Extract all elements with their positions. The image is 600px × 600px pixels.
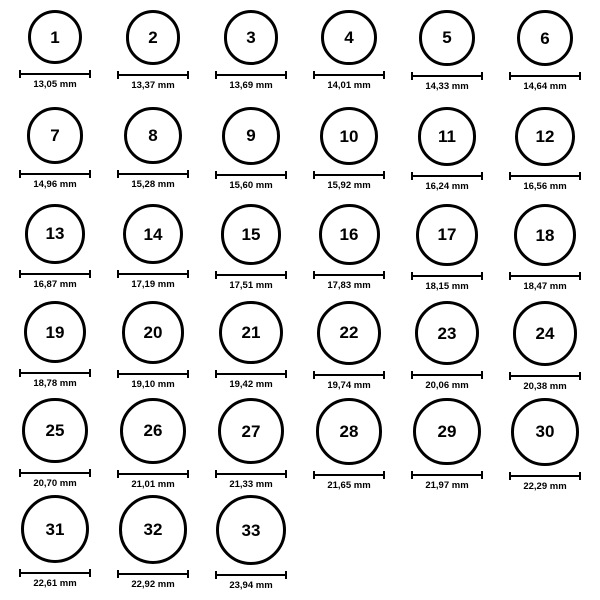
diameter-label: 13,05 mm — [33, 79, 77, 90]
diameter-label: 18,47 mm — [523, 281, 567, 292]
measure-tick-right — [481, 471, 483, 479]
ring-circle — [222, 107, 280, 165]
measure-line — [215, 74, 287, 76]
measure-line — [313, 274, 385, 276]
ring-circle — [513, 301, 578, 366]
measure-line — [215, 473, 287, 475]
ring-size-number: 30 — [535, 422, 555, 442]
ring-size-cell — [398, 10, 496, 107]
ring-size-cell — [202, 301, 300, 398]
ring-size-cell — [300, 398, 398, 495]
diameter-label: 13,69 mm — [229, 79, 273, 91]
measure-line — [509, 275, 581, 277]
diameter-label: 15,28 mm — [131, 179, 175, 191]
measure-tick-right — [285, 271, 287, 279]
diameter-measure-bar — [509, 272, 581, 279]
diameter-label: 14,33 mm — [425, 80, 469, 92]
measure-line — [215, 174, 287, 176]
ring-size-cell — [398, 398, 496, 495]
measure-line — [411, 275, 483, 277]
ring-size-number: 22 — [339, 323, 359, 343]
diameter-measure-bar — [411, 72, 483, 79]
ring-size-number: 3 — [246, 27, 256, 47]
measure-line — [313, 174, 385, 176]
ring-size-cell — [6, 398, 104, 495]
diameter-measure-bar — [215, 171, 287, 178]
measure-line — [19, 273, 91, 275]
measure-tick-right — [579, 172, 581, 180]
ring-size-number: 21 — [241, 323, 261, 343]
diameter-measure-bar — [411, 371, 483, 378]
ring-size-cell — [104, 204, 202, 301]
diameter-measure-bar — [19, 270, 91, 277]
measure-tick-right — [187, 170, 189, 178]
ring-size-number: 4 — [344, 28, 354, 48]
diameter-label: 13,37 mm — [131, 79, 175, 91]
measure-line — [117, 473, 189, 475]
measure-tick-right — [579, 272, 581, 280]
diameter-measure-bar — [19, 469, 91, 476]
diameter-measure-bar — [19, 369, 91, 376]
ring-size-number: 12 — [535, 127, 555, 147]
diameter-label: 20,70 mm — [33, 478, 77, 490]
ring-size-number: 8 — [148, 126, 158, 146]
ring-circle — [514, 204, 576, 266]
ring-size-cell — [496, 10, 594, 107]
diameter-measure-bar — [509, 172, 581, 179]
diameter-measure-bar — [313, 371, 385, 378]
measure-tick-right — [285, 470, 287, 478]
diameter-measure-bar — [411, 272, 483, 279]
measure-line — [313, 74, 385, 76]
ring-circle — [224, 10, 279, 65]
measure-tick-right — [89, 569, 91, 577]
diameter-label: 15,60 mm — [229, 179, 273, 191]
ring-size-number: 31 — [45, 519, 65, 539]
ring-size-number: 16 — [339, 225, 359, 244]
ring-size-cell — [398, 107, 496, 204]
measure-tick-right — [89, 270, 91, 278]
ring-circle — [319, 204, 380, 265]
ring-size-number: 24 — [535, 323, 555, 343]
diameter-label: 22,92 mm — [131, 578, 175, 590]
ring-size-cell — [6, 107, 104, 204]
diameter-label: 17,83 mm — [327, 280, 371, 291]
measure-tick-right — [285, 571, 287, 579]
diameter-measure-bar — [117, 170, 189, 177]
ring-circle — [216, 495, 286, 565]
diameter-label: 20,38 mm — [523, 380, 567, 392]
diameter-label: 16,87 mm — [33, 278, 77, 290]
measure-tick-right — [187, 370, 189, 378]
ring-size-number: 1 — [50, 27, 60, 47]
ring-circle — [517, 10, 573, 66]
measure-line — [117, 573, 189, 575]
ring-size-cell — [202, 10, 300, 107]
measure-tick-right — [481, 272, 483, 280]
measure-line — [19, 372, 91, 374]
diameter-measure-bar — [19, 170, 91, 177]
measure-tick-right — [187, 270, 189, 278]
measure-tick-right — [89, 369, 91, 377]
diameter-measure-bar — [411, 471, 483, 478]
measure-line — [411, 175, 483, 177]
ring-circle — [511, 398, 579, 466]
measure-tick-right — [187, 71, 189, 79]
ring-size-cell — [104, 107, 202, 204]
diameter-label: 16,24 mm — [425, 180, 469, 192]
measure-line — [215, 274, 287, 276]
ring-circle — [317, 301, 381, 365]
ring-circle — [119, 495, 188, 564]
diameter-measure-bar — [19, 70, 91, 77]
ring-circle — [27, 107, 84, 164]
measure-tick-right — [579, 372, 581, 380]
measure-line — [117, 173, 189, 175]
measure-tick-right — [89, 469, 91, 477]
ring-size-cell — [6, 301, 104, 398]
measure-tick-right — [383, 471, 385, 479]
measure-tick-right — [285, 370, 287, 378]
measure-line — [411, 474, 483, 476]
diameter-label: 21,65 mm — [327, 479, 371, 491]
ring-size-number: 28 — [339, 421, 359, 441]
measure-line — [509, 475, 581, 477]
measure-line — [411, 75, 483, 77]
diameter-measure-bar — [117, 570, 189, 577]
measure-tick-right — [481, 371, 483, 379]
ring-size-cell — [202, 204, 300, 301]
ring-circle — [126, 10, 181, 65]
measure-line — [411, 374, 483, 376]
measure-line — [117, 74, 189, 76]
diameter-label: 18,15 mm — [425, 280, 469, 292]
ring-size-cell — [300, 10, 398, 107]
ring-size-number: 32 — [143, 519, 163, 539]
ring-size-number: 7 — [50, 125, 60, 145]
ring-circle — [413, 398, 480, 465]
ring-circle — [320, 107, 378, 165]
diameter-measure-bar — [313, 71, 385, 78]
measure-line — [313, 474, 385, 476]
ring-size-cell — [300, 301, 398, 398]
ring-size-number: 23 — [437, 323, 457, 343]
measure-line — [117, 273, 189, 275]
ring-circle — [24, 301, 86, 363]
ring-size-cell — [300, 107, 398, 204]
diameter-measure-bar — [509, 472, 581, 479]
ring-size-cell — [104, 301, 202, 398]
measure-tick-right — [383, 271, 385, 279]
ring-size-cell — [202, 107, 300, 204]
ring-circle — [515, 107, 574, 166]
diameter-measure-bar — [313, 471, 385, 478]
ring-size-number: 18 — [535, 225, 555, 245]
ring-circle — [25, 204, 85, 264]
ring-size-number: 15 — [241, 224, 261, 244]
diameter-label: 22,61 mm — [33, 578, 77, 589]
diameter-measure-bar — [411, 172, 483, 179]
measure-line — [313, 374, 385, 376]
ring-circle — [321, 10, 376, 65]
measure-line — [509, 175, 581, 177]
measure-tick-right — [89, 70, 91, 78]
ring-size-number: 10 — [339, 126, 359, 146]
ring-size-cell — [202, 398, 300, 495]
ring-size-cell — [496, 204, 594, 301]
diameter-label: 14,01 mm — [327, 80, 371, 92]
ring-size-number: 25 — [45, 421, 65, 441]
ring-size-number: 9 — [246, 126, 256, 146]
diameter-measure-bar — [215, 370, 287, 377]
measure-tick-right — [481, 172, 483, 180]
ring-size-number: 17 — [437, 225, 457, 245]
diameter-measure-bar — [509, 372, 581, 379]
measure-line — [19, 73, 91, 75]
measure-tick-right — [285, 71, 287, 79]
diameter-label: 19,42 mm — [229, 379, 273, 391]
ring-size-number: 20 — [143, 322, 163, 342]
diameter-label: 14,96 mm — [33, 178, 77, 190]
ring-circle — [28, 10, 82, 64]
ring-size-cell — [300, 204, 398, 301]
diameter-measure-bar — [215, 271, 287, 278]
diameter-label: 19,74 mm — [327, 379, 371, 391]
ring-size-cell — [398, 301, 496, 398]
ring-circle — [124, 107, 181, 164]
diameter-label: 17,51 mm — [229, 279, 273, 291]
ring-circle — [419, 10, 475, 66]
diameter-label: 21,01 mm — [131, 478, 175, 490]
measure-line — [19, 572, 91, 574]
ring-size-cell — [6, 495, 104, 592]
ring-circle — [21, 495, 89, 563]
measure-tick-right — [579, 72, 581, 80]
measure-tick-right — [481, 72, 483, 80]
diameter-measure-bar — [117, 470, 189, 477]
ring-size-cell — [104, 398, 202, 495]
ring-circle — [22, 398, 87, 463]
ring-size-cell — [6, 204, 104, 301]
ring-size-number: 19 — [45, 322, 65, 342]
measure-tick-right — [383, 171, 385, 179]
measure-tick-right — [89, 170, 91, 178]
diameter-label: 23,94 mm — [229, 580, 273, 591]
diameter-label: 14,64 mm — [523, 81, 567, 93]
diameter-measure-bar — [215, 470, 287, 477]
measure-line — [215, 373, 287, 375]
diameter-label: 17,19 mm — [131, 279, 175, 291]
diameter-label: 19,10 mm — [131, 378, 175, 390]
ring-size-number: 33 — [241, 520, 261, 540]
diameter-label: 21,97 mm — [425, 480, 469, 492]
diameter-label: 16,56 mm — [523, 181, 567, 193]
ring-circle — [416, 204, 478, 266]
ring-circle — [219, 301, 282, 364]
ring-circle — [120, 398, 186, 464]
ring-size-cell — [496, 398, 594, 495]
ring-circle — [218, 398, 284, 464]
diameter-measure-bar — [215, 71, 287, 78]
ring-size-cell — [496, 301, 594, 398]
ring-size-number: 2 — [148, 27, 158, 47]
ring-size-cell — [104, 10, 202, 107]
ring-size-cell — [496, 107, 594, 204]
ring-size-number: 14 — [143, 224, 163, 244]
ring-circle — [316, 398, 383, 465]
ring-size-cell — [6, 10, 104, 107]
diameter-measure-bar — [313, 271, 385, 278]
ring-size-number: 13 — [45, 224, 65, 244]
ring-circle — [123, 204, 183, 264]
measure-line — [117, 373, 189, 375]
diameter-measure-bar — [215, 571, 287, 578]
ring-size-number: 27 — [241, 421, 261, 441]
diameter-measure-bar — [509, 72, 581, 79]
measure-line — [19, 173, 91, 175]
ring-size-number: 26 — [143, 421, 163, 441]
measure-tick-right — [383, 371, 385, 379]
diameter-label: 22,29 mm — [523, 480, 567, 492]
measure-tick-right — [187, 570, 189, 578]
diameter-measure-bar — [19, 569, 91, 576]
diameter-label: 18,78 mm — [33, 378, 77, 390]
diameter-label: 21,33 mm — [229, 479, 273, 491]
diameter-label: 20,06 mm — [425, 380, 469, 392]
measure-tick-right — [187, 470, 189, 478]
measure-line — [509, 75, 581, 77]
ring-size-cell — [104, 495, 202, 592]
ring-size-number: 29 — [437, 422, 457, 442]
ring-circle — [418, 107, 477, 166]
ring-size-grid — [6, 10, 594, 592]
ring-size-cell — [398, 204, 496, 301]
measure-line — [509, 375, 581, 377]
diameter-measure-bar — [313, 171, 385, 178]
diameter-measure-bar — [117, 71, 189, 78]
diameter-measure-bar — [117, 370, 189, 377]
ring-circle — [221, 204, 282, 265]
diameter-label: 15,92 mm — [327, 180, 371, 192]
ring-size-cell — [202, 495, 300, 592]
ring-circle — [415, 301, 479, 365]
ring-size-number: 5 — [442, 28, 452, 48]
ring-circle — [122, 301, 185, 364]
measure-tick-right — [383, 71, 385, 79]
diameter-measure-bar — [117, 270, 189, 277]
measure-line — [19, 472, 91, 474]
measure-tick-right — [579, 472, 581, 480]
ring-size-number: 11 — [438, 126, 456, 146]
measure-tick-right — [285, 171, 287, 179]
measure-line — [215, 574, 287, 576]
ring-size-number: 6 — [540, 28, 550, 48]
